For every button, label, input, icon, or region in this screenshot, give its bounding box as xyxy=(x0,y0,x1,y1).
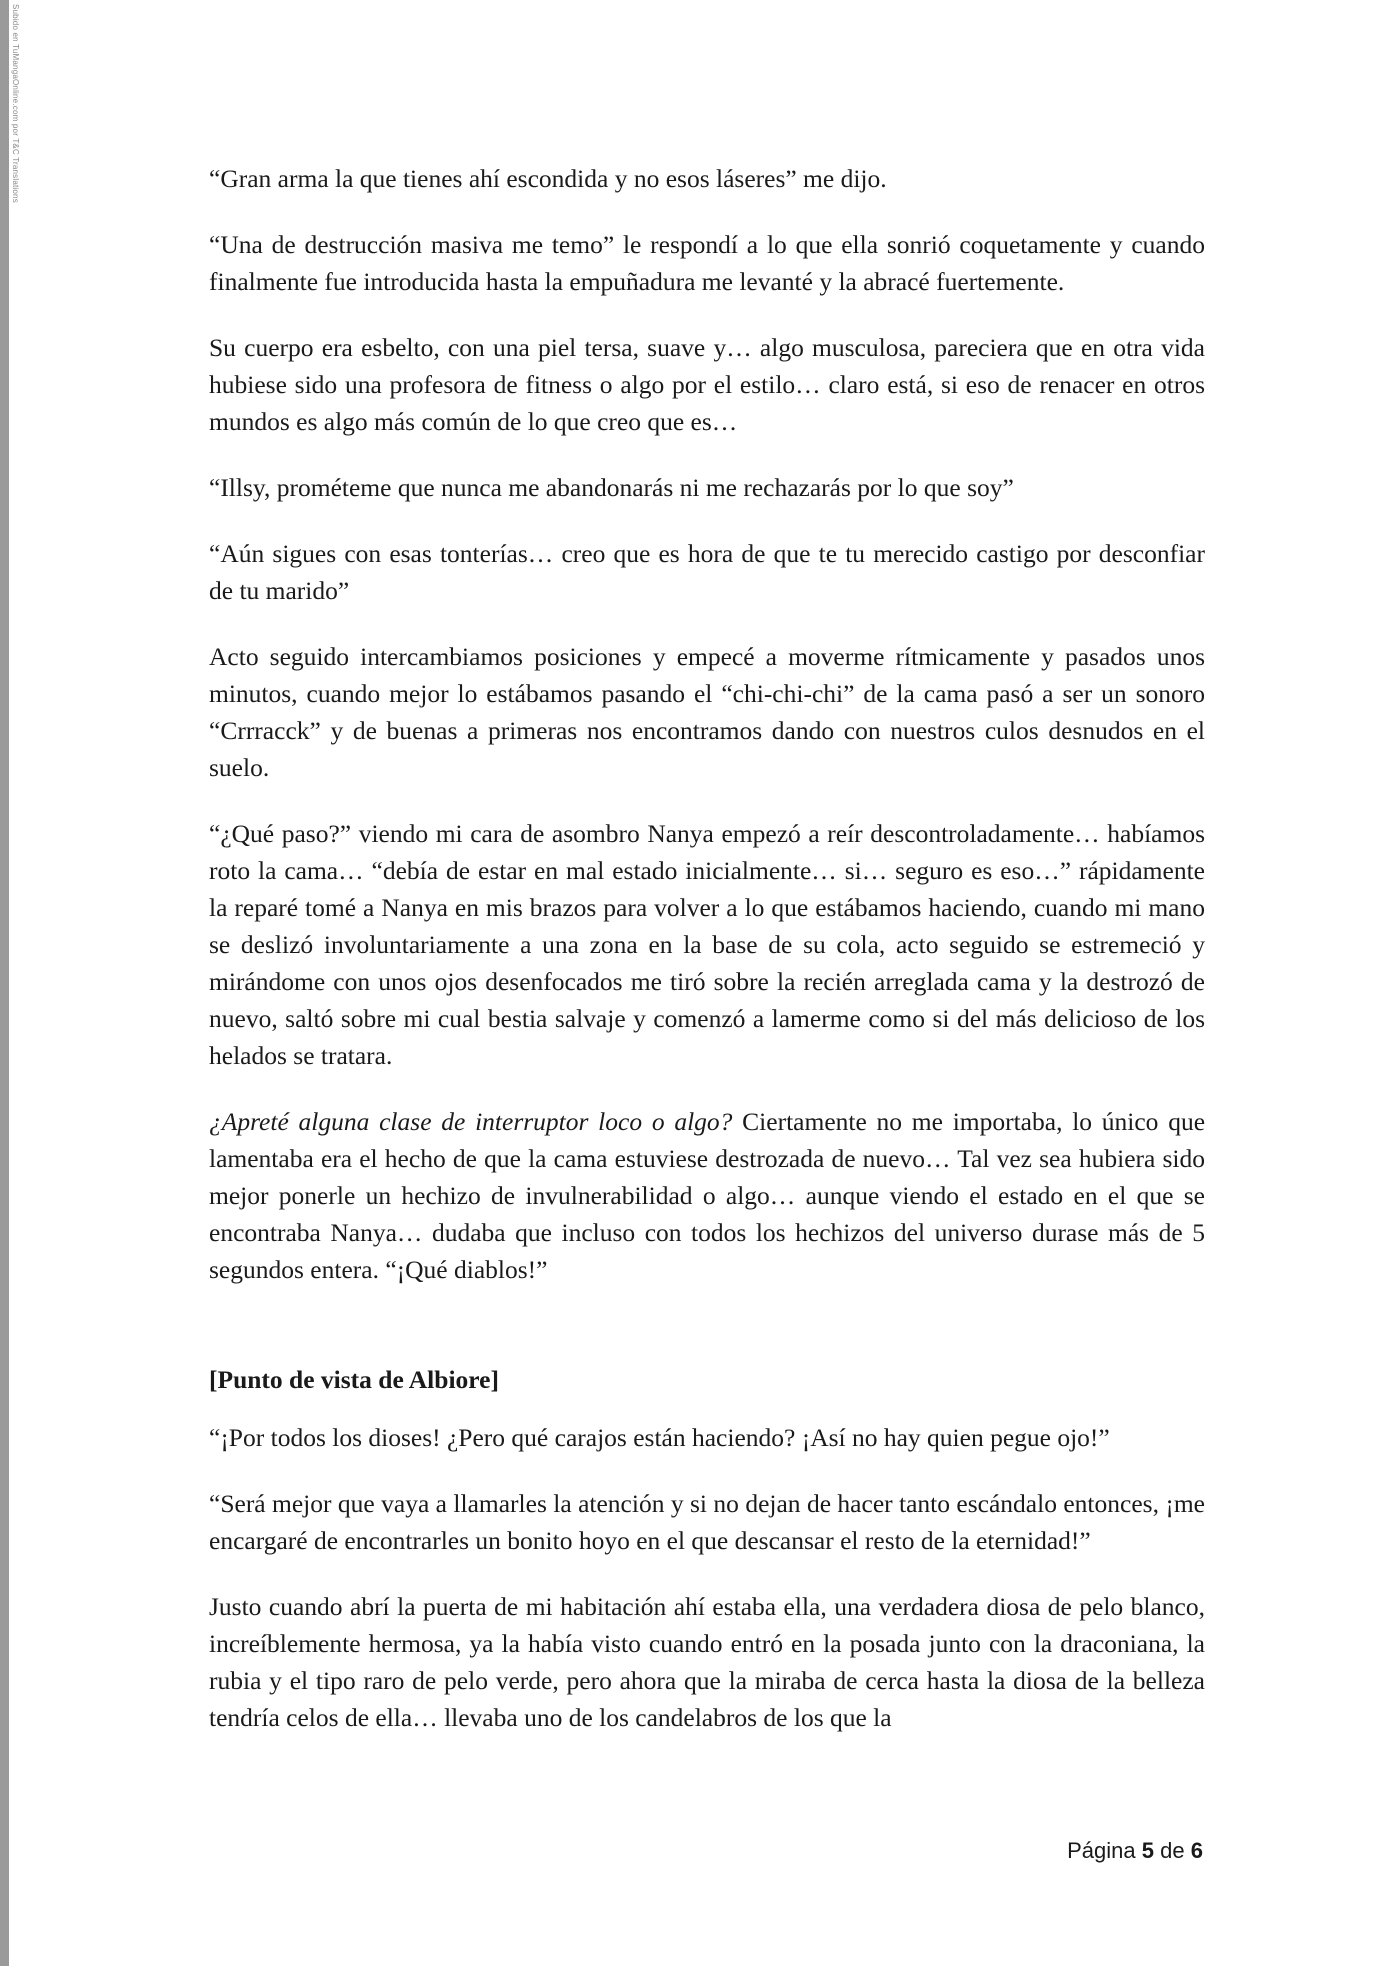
paragraph-4: “Illsy, prométeme que nunca me abandonarás ni me rechazarás por lo que soy” xyxy=(209,473,1014,502)
paragraph-8 xyxy=(209,1103,1205,1288)
paragraph-9: “¡Por todos los dioses! ¿Pero qué carajos están haciendo? ¡Así no hay quien pegue ojo!” xyxy=(209,1423,1110,1452)
paragraph-5: “Aún sigues con esas tonterías… creo que es hora de que te tu merecido castigo por desconfiar de tu marido” xyxy=(209,539,1205,605)
paragraph-3: Su cuerpo era esbelto, con una piel tersa, suave y… algo musculosa, pareciera que en otra vida hubiese sido una profesora de fitness o algo por el estilo… claro está, si eso de renacer en otros mundos es algo más común de lo que creo que es… xyxy=(209,333,1205,436)
upload-watermark: Subido en TuMangaOnline.com por T&C Translations xyxy=(11,4,20,203)
page-separator: de xyxy=(1160,1838,1185,1863)
italic-thought: ¿Apreté alguna clase de interruptor loco o algo? xyxy=(209,1107,733,1136)
section-heading: [Punto de vista de Albiore] xyxy=(209,1365,499,1394)
document-body xyxy=(209,160,1205,1765)
paragraph-10: “Será mejor que vaya a llamarles la atención y si no dejan de hacer tanto escándalo entonces, ¡me encargaré de encontrarles un bonito hoyo en el que descansar el resto de la eternidad!” xyxy=(209,1489,1205,1555)
total-pages: 6 xyxy=(1190,1838,1203,1863)
paragraph-11: Justo cuando abrí la puerta de mi habitación ahí estaba ella, una verdadera diosa de pelo blanco, increíblemente hermosa, ya la había visto cuando entró en la posada junto con la draconiana, la rubia y el tipo raro de pelo verde, pero ahora que la miraba de cerca hasta la diosa de la belleza tendría celos de ella… llevaba uno de los candelabros de los que la xyxy=(209,1592,1205,1732)
page-edge-strip xyxy=(0,0,9,1966)
page-label: Página xyxy=(1067,1838,1136,1863)
paragraph-2: “Una de destrucción masiva me temo” le respondí a lo que ella sonrió coquetamente y cuando finalmente fue introducida hasta la empuñadura me levanté y la abracé fuertemente. xyxy=(209,230,1205,296)
paragraph-6: Acto seguido intercambiamos posiciones y empecé a moverme rítmicamente y pasados unos minutos, cuando mejor lo estábamos pasando el “chi-chi-chi” de la cama pasó a ser un sonoro “Crrracck” y de buenas a primeras nos encontramos dando con nuestros culos desnudos en el suelo. xyxy=(209,642,1205,782)
paragraph-1: “Gran arma la que tienes ahí escondida y no esos láseres” me dijo. xyxy=(209,164,887,193)
page-number xyxy=(1067,1838,1203,1864)
paragraph-7: “¿Qué paso?” viendo mi cara de asombro Nanya empezó a reír descontroladamente… habíamos roto la cama… “debía de estar en mal estado inicialmente… si… seguro es eso…” rápidamente la reparé tomé a Nanya en mis brazos para volver a lo que estábamos haciendo, cuando mi mano se deslizó involuntariamente a una zona en la base de su cola, acto seguido se estremeció y mirándome con unos ojos desenfocados me tiró sobre la recién arreglada cama y la destrozó de nuevo, saltó sobre mi cual bestia salvaje y comenzó a lamerme como si del más delicioso de los helados se tratara. xyxy=(209,819,1205,1070)
current-page: 5 xyxy=(1141,1838,1155,1863)
paragraph-8-text: Ciertamente no me importaba, lo único que lamentaba era el hecho de que la cama estuviese destrozada de nuevo… Tal vez sea hubiera sido mejor ponerle un hechizo de invulnerabilidad o algo… aunque viendo el estado en el que se encontraba Nanya… dudaba que incluso con todos los hechizos del universo durase más de 5 segundos entera. “¡Qué diablos!” xyxy=(209,1107,1206,1284)
